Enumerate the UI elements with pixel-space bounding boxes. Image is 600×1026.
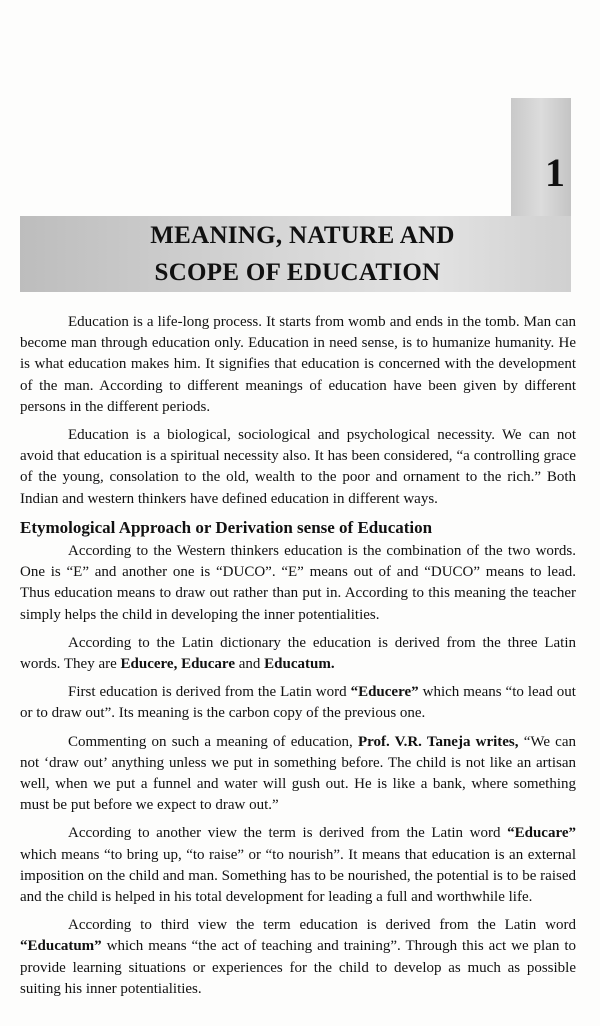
chapter-number: 1 [545, 150, 565, 195]
paragraph-taneja-quote [20, 732, 576, 817]
paragraph-educare [20, 823, 576, 908]
paragraph-educere [20, 682, 576, 724]
bold-term: “Educare” [507, 825, 576, 842]
bold-author: Prof. V.R. Taneja writes, [357, 733, 519, 750]
text-run: which means “to bring up, “to raise” or “to nourish”. It means that education is an external imposition on the child and man. Something has to be nourished, the potential is to be raised and the child is helped in his total development for leading a full and worthwhile life. [20, 846, 576, 906]
text-run: and [234, 656, 265, 673]
paragraph-western-thinkers: According to the Western thinkers education is the combination of the two words. One is “E” and another one is “DUCO”. “E” means out of and “DUCO” means to lead. Thus education means to draw out rather than put in. According to this meaning the teacher simply helps the child in developing the inner potentialities. [20, 543, 576, 623]
bold-term: Educatum. [264, 656, 335, 673]
text-run: which means “to lead out or to draw out”. Its meaning is the carbon copy of the previous one. [20, 684, 576, 722]
paragraph-intro: Education is a life-long process. It starts from womb and ends in the tomb. Man can become man through education only. Education in need sense, is to humanize humanity. He is what education makes him. It signifies that education is concerned with the development of the man. According to different meanings of education have been given by different persons in the different periods. [20, 314, 576, 415]
text-run: According to the Latin dictionary the education is derived from the three Latin words. They are [20, 634, 576, 673]
bold-term: “Educatum” [20, 938, 102, 955]
bold-term: “Educere” [350, 684, 419, 701]
paragraph-latin-dictionary [20, 633, 576, 675]
section-heading-etymological: Etymological Approach or Derivation sense of Education [20, 517, 433, 537]
bold-term: Educere, Educare [120, 656, 235, 673]
chapter-number-tab [511, 98, 571, 218]
chapter-title-line-2: SCOPE OF EDUCATION [154, 259, 441, 286]
text-run: According to third view the term education is derived from the Latin word [68, 917, 576, 934]
text-run: First education is derived from the Latin word [68, 684, 351, 701]
chapter-body [20, 312, 576, 1007]
text-run: According to another view the term is derived from the Latin word [68, 825, 508, 842]
text-run: “We can not ‘draw out’ anything unless we put in something before. The child is not like an artisan well, when we put a funnel and water will gush out. He is like a bank, where something must be put before we expect to draw out.” [20, 733, 576, 814]
chapter-title-line-1: MEANING, NATURE AND [150, 222, 455, 249]
paragraph-necessity: Education is a biological, sociological and psychological necessity. We can not avoid that education is a spiritual necessity also. It has been considered, “a controlling grace of the young, consolation to the old, wealth to the poor and ornament to the rich.” Both Indian and western thinkers have defined education in different ways. [20, 427, 576, 507]
text-run: Commenting on such a meaning of education, [68, 733, 358, 750]
paragraph-educatum [20, 915, 576, 1000]
text-run: which means “the act of teaching and training”. Through this act we plan to provide learning situations or experiences for the child to develop as much as possible suiting his inner potentialities. [20, 938, 576, 997]
